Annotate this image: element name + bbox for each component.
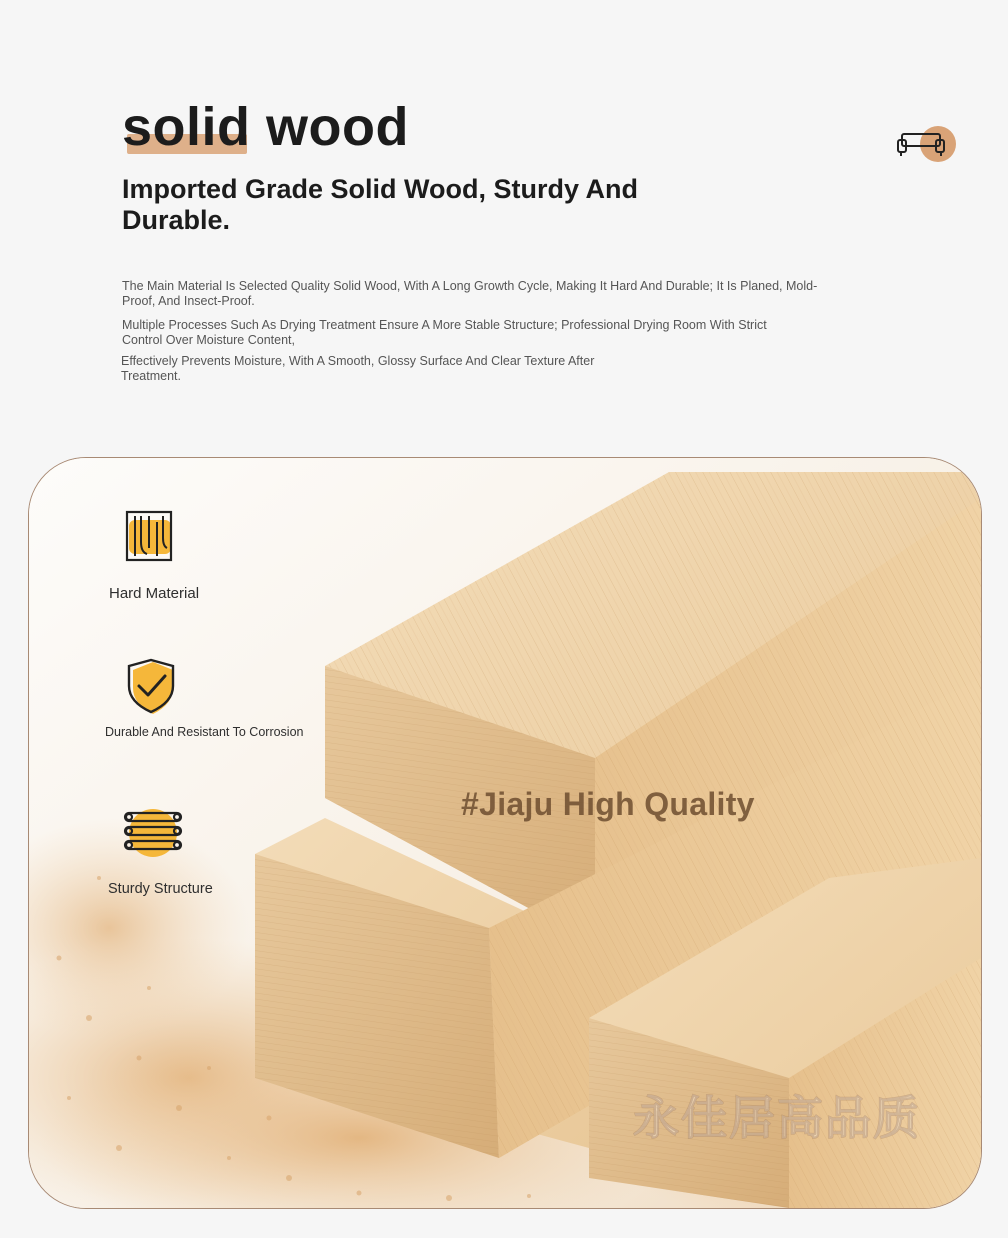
feature-label-hard-material: Hard Material <box>109 585 200 602</box>
sofa-icon <box>896 132 946 158</box>
feature-label-sturdy-structure: Sturdy Structure <box>108 881 213 897</box>
sofa-badge <box>896 126 958 164</box>
description-paragraph-2: Multiple Processes Such As Drying Treatment Ensure A More Stable Structure; Professional Drying Room With Strict Control Over Moisture Content, <box>122 318 767 347</box>
feature-label-durable: Durable And Resistant To Corrosion <box>105 725 304 739</box>
title-block <box>122 92 409 162</box>
description-paragraph-3: Effectively Prevents Moisture, With A Smooth, Glossy Surface And Clear Texture After Treatment. <box>121 354 595 383</box>
wood-grain-icon <box>125 508 175 564</box>
shield-check-icon <box>125 658 181 718</box>
quality-overlay-text: #Jiaju High Quality <box>461 786 755 822</box>
layers-structure-icon <box>123 808 183 860</box>
description-paragraph-1: The Main Material Is Selected Quality Solid Wood, With A Long Growth Cycle, Making It Hard And Durable; It Is Planed, Mold-Proof, And Insect-Proof. <box>122 279 818 308</box>
page-subtitle: Imported Grade Solid Wood, Sturdy And Durable. <box>122 174 639 235</box>
page-title: solid wood <box>122 97 409 157</box>
watermark-text: 永佳居高品质 <box>633 1092 921 1144</box>
wood-photo-card <box>28 457 982 1209</box>
